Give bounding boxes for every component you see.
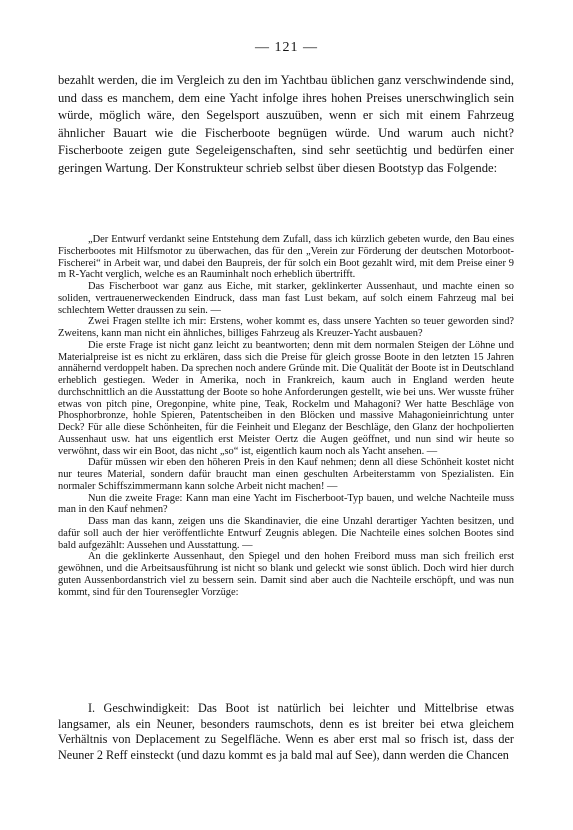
speed-section xyxy=(58,701,514,763)
quote-paragraph: Das Fischerboot war ganz aus Eiche, mit starker, geklinkerter Aussenhaut, und machte einen so soliden, vertrauenerweckenden Eindruck, dass man fast Lust bekam, auf solch einem Fahrzeug mal bei schlechtem Wetter draussen zu sein. — xyxy=(58,281,514,316)
quote-paragraph: An die geklinkerte Aussenhaut, den Spiegel und den hohen Freibord muss man sich freilich erst gewöhnen, und die Arbeitsausführung ist nicht so blank und geleckt wie sonst üblich. Doch wird hier durch guten Aussenbordanstrich viel zu bessern sein. Damit sind aber auch die Nachteile erschöpft, und was nun kommt, sind für den Tourensegler Vorzüge: xyxy=(58,551,514,598)
quote-paragraph: Nun die zweite Frage: Kann man eine Yacht im Fischerboot-Typ bauen, und welche Nachteile muss man in den Kauf nehmen? xyxy=(58,492,514,516)
quote-paragraph: „Der Entwurf verdankt seine Entstehung dem Zufall, dass ich kürzlich gebeten wurde, den Bau eines Fischerbootes mit Hilfsmotor zu überwachen, das für den „Verein zur Förderung der deutschen Motorboot-Fischerei“ in Arbeit war, und dabei den Baupreis, der für solch ein Boot gezahlt wird, mit dem Preise einer 9 m R-Yacht verglich, welche es an Rauminhalt noch erheblich übertrifft. xyxy=(58,234,514,281)
quoted-letter xyxy=(58,234,514,598)
intro-paragraph: bezahlt werden, die im Vergleich zu den im Yachtbau üblichen ganz verschwindende sind, und dass es manchem, dem eine Yacht infolge ihres hohen Preises unerschwinglich sein würde, möglich wäre, den Segelsport auszuüben, wenn er sich mit einem Fahrzeug ähnlicher Bauart wie die Fischerboote begnügen würde. Und warum auch nicht? Fischerboote zeigen gute Segeleigenschaften, sind sehr seetüchtig und bedürfen einer geringen Wartung. Der Konstrukteur schrieb selbst über diesen Bootstyp das Folgende: xyxy=(58,73,514,175)
quote-paragraph: Dafür müssen wir eben den höheren Preis in den Kauf nehmen; denn all diese Schönheit kostet nicht nur teures Material, sondern dafür braucht man einen geschulten Arbeiterstamm von Spezialisten. Ein normaler Schiffszimmermann kann solche Arbeit nicht machen! — xyxy=(58,457,514,492)
quote-paragraph: Die erste Frage ist nicht ganz leicht zu beantworten; denn mit dem normalen Steigen der Löhne und Materialpreise ist es nicht zu erklären, dass sich die Preise für gleich grosse Boote in den letzten 15 Jahren annähernd verdoppelt haben. Da sprechen noch andere Gründe mit. Die Qualität der Boote ist in Deutschland erheblich gestiegen. Weder in Amerika, noch in Frankreich, kaum auch in England werden heute durchschnittlich an die Ausstattung der Boote so hohe Anforderungen gestellt, wie bei uns. Wer wusste früher etwas von pitch pine, Oregonpine, white pine, Teak, Rockelm und Mahagoni? Wer hatte Beschläge von Phosphorbronze, hohle Spieren, Patentscheiben in den Blöcken und massive Mahagonieinrichtung unter Deck? Für alle diese Schönheiten, für die Feinheit und Eleganz der Beschläge, den Glanz der hochpolierten Aussenhaut usw. hat uns eigentlich erst Meister Oertz die Augen geöffnet, und nun sind wir heute so verwöhnt, dass wir ein Boot, das nicht „so“ ist, eigentlich kaum noch als Yacht ansehen. — xyxy=(58,339,514,457)
quote-paragraph: Dass man das kann, zeigen uns die Skandinavier, die eine Unzahl derartiger Yachten besitzen, und dafür soll auch der hier veröffentlichte Entwurf Zeugnis ablegen. Die Nachteile eines solchen Bootes sind bald aufgezählt: Aussehen und Ausstattung. — xyxy=(58,516,514,551)
quote-paragraph: Zwei Fragen stellte ich mir: Erstens, woher kommt es, dass unsere Yachten so teuer geworden sind? Zweitens, kann man nicht ein ähnliches, billiges Fahrzeug als Kreuzer-Yacht ausbauen? xyxy=(58,316,514,339)
body-paragraph: I. Geschwindigkeit: Das Boot ist natürlich bei leichter und Mittelbrise etwas langsamer, als ein Neuner, besonders raumschots, denn es ist breiter bei etwa gleichem Verhältnis von Deplacement zu Segelfläche. Wenn es aber erst mal so frisch ist, dass der Neuner 2 Reff einsteckt (und dazu kommt es ja bald mal auf See), dann werden die Chancen xyxy=(58,701,514,762)
page-number: — 121 — xyxy=(255,40,318,55)
